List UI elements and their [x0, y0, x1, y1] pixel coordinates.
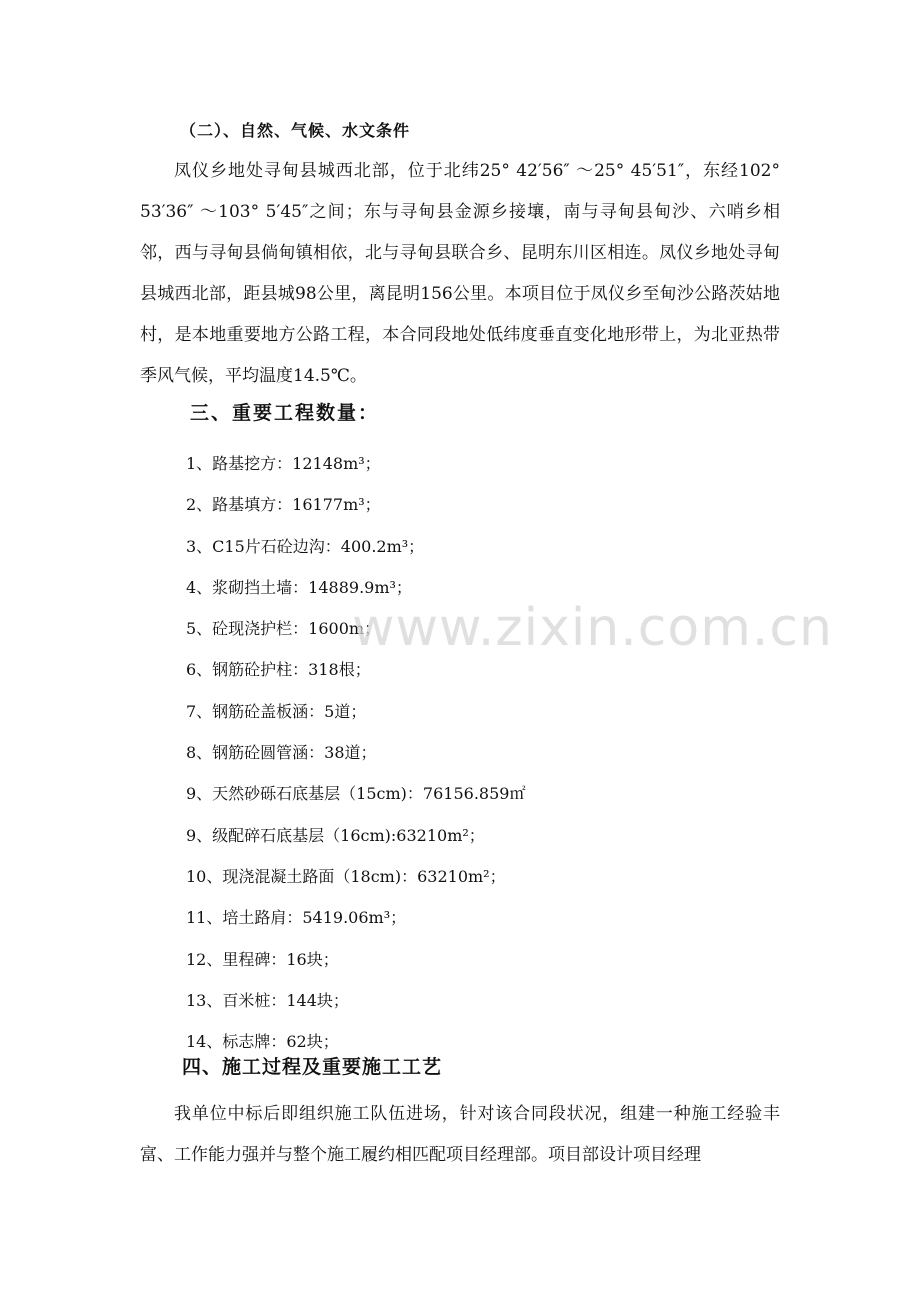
- section-heading-quantities: 三、重要工程数量：: [190, 402, 380, 424]
- list-item: 1、路基挖方：12148m³；: [186, 454, 381, 473]
- quantities-list: [186, 443, 525, 1062]
- paragraph-construction-process: 我单位中标后即组织施工队伍进场，针对该合同段状况，组建一种施工经验丰富、工作能力强并与整个施工履约相匹配项目经理部。项目部设计项目经理: [140, 1104, 780, 1165]
- list-item: 7、钢筋砼盖板涵：5道；: [186, 701, 367, 721]
- section-heading-construction-process: 四、施工过程及重要施工工艺: [182, 1056, 443, 1078]
- list-item: 4、浆砌挡土墙：14889.9m³；: [186, 577, 412, 597]
- list-item: 9、天然砂砾石底基层（15cm)：76156.859㎡: [186, 784, 526, 804]
- section-heading-natural-conditions: （二）、自然、气候、水文条件: [180, 121, 411, 140]
- list-item: 9、级配碎石底基层（16cm):63210m²；: [186, 825, 485, 845]
- paragraph-natural-conditions: 凤仪乡地处寻甸县城西北部，位于北纬25° 42′56″ ～25° 45′51″，东经102° 53′36″ ～103° 5′45″之间；东与寻甸县金源乡接壤，南与寻甸县甸沙、六哨乡相邻，西与寻甸县倘甸镇相依，北与寻甸县联合乡、昆明东川区相连。凤仪乡地处寻甸县城西北部，距县城98公里，离昆明156公里。本项目位于凤仪乡至甸沙公路茨姑地村，是本地重要地方公路工程，本合同段地处低纬度垂直变化地形带上，为北亚热带季风气候，平均温度14.5℃。: [140, 161, 780, 386]
- watermark: www.zixin.com.cn: [352, 598, 833, 658]
- list-item: 5、砼现浇护栏：1600m；: [186, 619, 381, 639]
- list-item: 11、培土路肩：5419.06m³；: [186, 908, 407, 928]
- list-item: 6、钢筋砼护柱：318根；: [186, 660, 371, 680]
- list-item: 14、标志牌：62块；: [186, 1032, 339, 1052]
- list-item: 3、C15片石砼边沟：400.2m³；: [186, 536, 425, 556]
- list-item: 2、路基填方：16177m³；: [186, 495, 381, 515]
- list-item: 8、钢筋砼圆管涵：38道；: [186, 743, 377, 763]
- list-item: 12、里程碑：16块；: [186, 949, 339, 969]
- list-item: 10、现浇混凝土路面（18cm)：63210m²；: [186, 866, 506, 886]
- list-item: 13、百米桩：144块；: [186, 990, 349, 1010]
